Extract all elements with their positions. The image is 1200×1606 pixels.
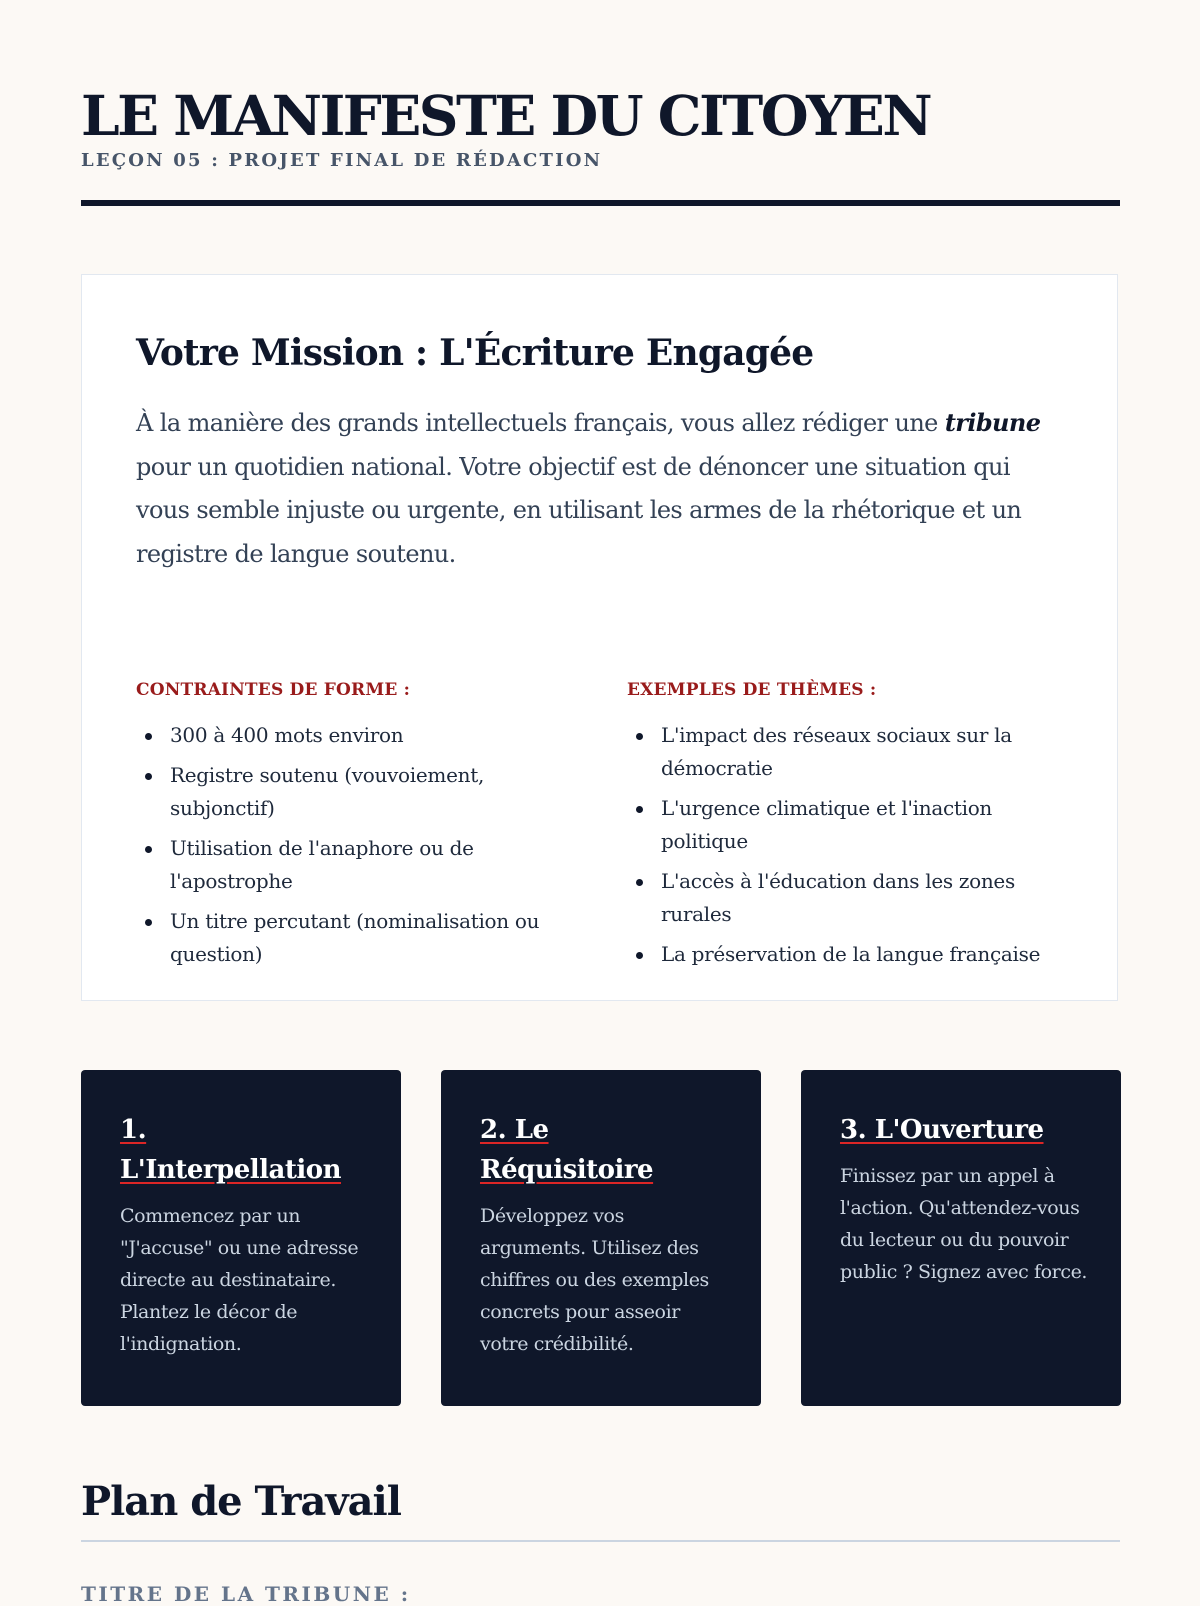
plan-divider	[81, 1540, 1120, 1542]
step-text: Commencez par un "J'accuse" ou une adresse directe au destinataire. Plantez le décor de l'indignation.	[120, 1205, 359, 1355]
step-title	[840, 1110, 1090, 1150]
plan-title: Plan de Travail	[81, 1478, 401, 1525]
mission-title: Votre Mission : L'Écriture Engagée	[136, 332, 814, 374]
header-divider	[81, 200, 1120, 206]
themes-column	[627, 679, 1061, 978]
list-item: L'urgence climatique et l'inaction politique	[661, 792, 1061, 858]
mission-description	[136, 401, 1061, 576]
list-item: 300 à 400 mots environ	[170, 719, 581, 752]
masthead	[81, 82, 1120, 172]
list-item: Registre soutenu (vouvoiement, subjonctif)	[170, 759, 581, 825]
step-title-text: 2. Le Réquisitoire	[480, 1115, 654, 1185]
list-item: La préservation de la langue française	[661, 938, 1061, 971]
step-title-text: 1. L'Interpellation	[120, 1115, 342, 1185]
themes-list	[627, 719, 1061, 971]
constraints-column	[136, 679, 581, 978]
step-title	[480, 1110, 730, 1190]
mission-text-after: pour un quotidien national. Votre objectif est de dénoncer une situation qui vous semble injuste ou urgente, en utilisant les armes de la rhétorique et un registre de langue soutenu.	[136, 452, 1022, 568]
list-item: L'impact des réseaux sociaux sur la démocratie	[661, 719, 1061, 785]
step-card-requisitoire	[441, 1070, 761, 1406]
mission-card	[81, 274, 1118, 1001]
step-title-text: 3. L'Ouverture	[840, 1115, 1044, 1145]
step-text: Finissez par un appel à l'action. Qu'attendez-vous du lecteur ou du pouvoir public ? Signez avec force.	[840, 1165, 1088, 1283]
page-title: LE MANIFESTE DU CITOYEN	[81, 83, 931, 148]
steps-row	[81, 1070, 1120, 1406]
mission-emphasis: tribune	[944, 408, 1041, 437]
lesson-subtitle: LEÇON 05 : PROJET FINAL DE RÉDACTION	[81, 150, 603, 171]
step-text: Développez vos arguments. Utilisez des chiffres ou des exemples concrets pour asseoir votre crédibilité.	[480, 1205, 709, 1355]
list-item: L'accès à l'éducation dans les zones rurales	[661, 865, 1061, 931]
step-card-interpellation	[81, 1070, 401, 1406]
step-title	[120, 1110, 370, 1190]
mission-text-before: À la manière des grands intellectuels français, vous allez rédiger une	[136, 409, 938, 437]
themes-heading: EXEMPLES DE THÈMES :	[627, 680, 877, 700]
step-card-ouverture	[801, 1070, 1121, 1406]
list-item: Utilisation de l'anaphore ou de l'apostrophe	[170, 832, 581, 898]
constraints-list	[136, 719, 581, 971]
constraints-heading: CONTRAINTES DE FORME :	[136, 680, 411, 700]
list-item: Un titre percutant (nominalisation ou question)	[170, 905, 581, 971]
tribune-title-label: TITRE DE LA TRIBUNE :	[81, 1582, 411, 1606]
